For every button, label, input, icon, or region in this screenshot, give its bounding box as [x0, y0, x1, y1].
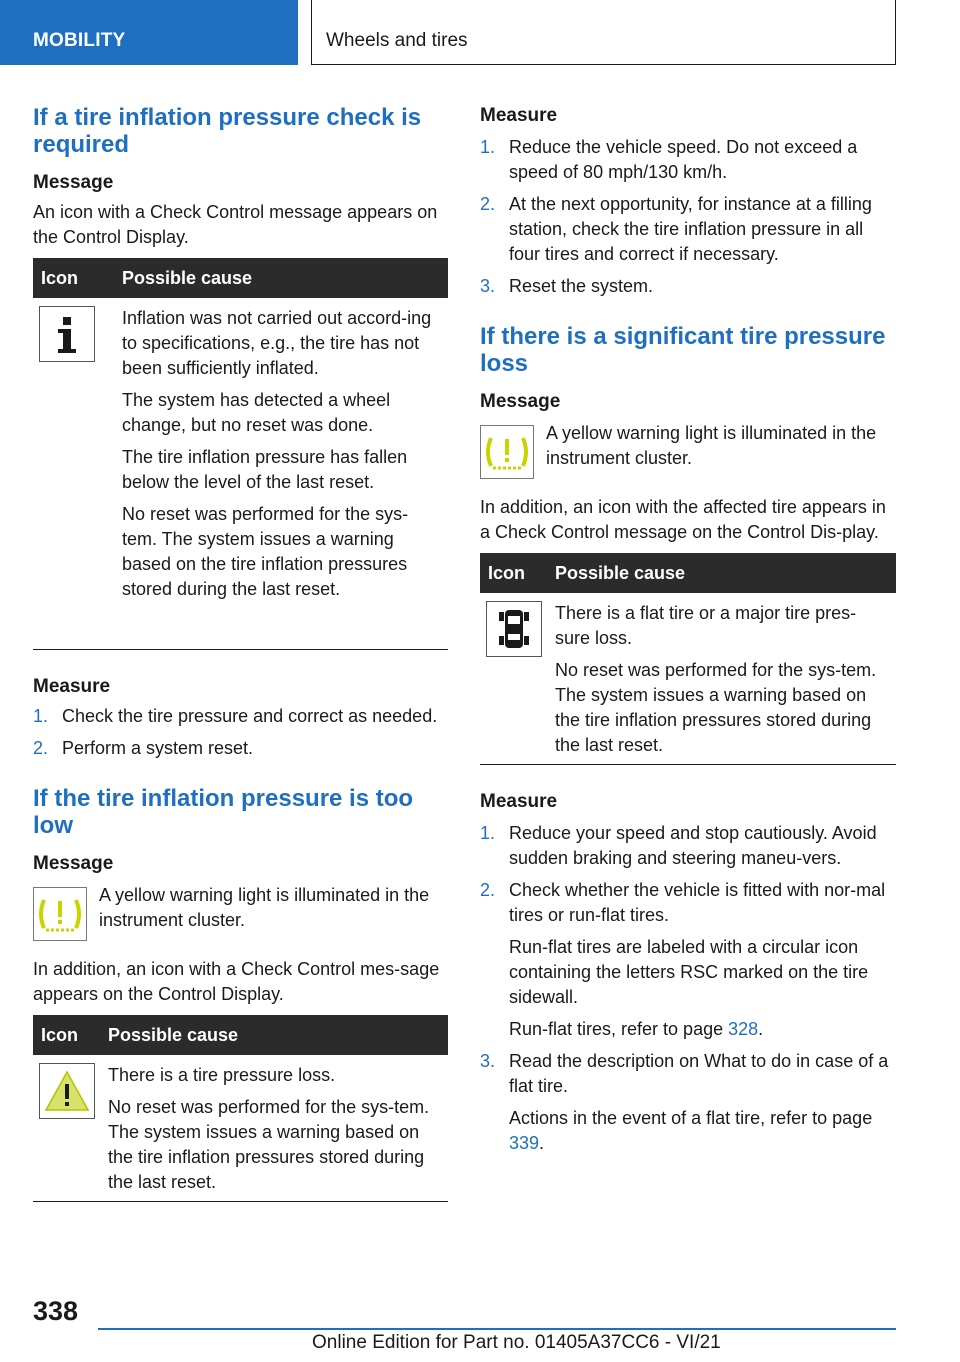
table-row	[33, 1055, 448, 1202]
col-cause: Possible cause	[108, 1025, 239, 1045]
heading-significant-loss: If there is a significant tire pressure loss	[480, 323, 886, 377]
left-column	[33, 100, 448, 1202]
warning-light-row	[480, 419, 896, 483]
list-item: 1. Reduce your speed and stop cautiously. Avoid sudden braking and steering maneu-vers.	[480, 823, 877, 868]
message-label: Message	[33, 853, 114, 874]
warning-light-row	[33, 881, 448, 945]
info-icon	[39, 306, 95, 362]
cause-text: Inflation was not carried out accord-ing to specifications, e.g., the tire has not been sufficiently inflated.	[122, 308, 432, 378]
car-flat-tire-icon	[486, 601, 542, 657]
section-label: MOBILITY	[33, 30, 126, 51]
list-item: 2. Check whether the vehicle is fitted with nor-mal tires or run-flat tires. Run-flat tires are labeled with a circular icon containing the letters RSC marked on the tire sidewall. Run-flat tires, refer to page 328.	[480, 878, 896, 1042]
page-link-339[interactable]: 339	[509, 1133, 540, 1153]
cause-text: No reset was performed for the sys-tem. The system issues a warning based on the tire inflation pressures stored during the last reset.	[555, 660, 877, 755]
measure-list	[480, 135, 896, 299]
message-text: An icon with a Check Control message appears on the Control Display.	[33, 202, 438, 247]
list-item: 1. Reduce the vehicle speed. Do not exceed a speed of 80 mph/130 km/h.	[480, 137, 858, 182]
page-number: 338	[33, 1296, 79, 1326]
cause-table-1	[33, 258, 448, 650]
measure-label: Measure	[480, 105, 558, 126]
cause-text: The tire inflation pressure has fallen below the level of the last reset.	[122, 447, 408, 492]
page-link-328[interactable]: 328	[728, 1019, 759, 1039]
sub-text: Actions in the event of a flat tire, refer to page 339.	[509, 1108, 873, 1153]
list-item: 2. At the next opportunity, for instance at a filling station, check the tire inflation pressure in all four tires and correct if necessary.	[480, 194, 872, 264]
cause-table-2	[33, 1015, 448, 1202]
chapter-title: Wheels and tires	[326, 30, 468, 51]
message-label: Message	[33, 172, 114, 193]
list-item: 2. Perform a system reset.	[33, 738, 254, 758]
cause-table-3	[480, 553, 896, 765]
measure-list	[480, 821, 896, 1156]
sub-text: Run-flat tires are labeled with a circular icon containing the letters RSC marked on the tire sidewall.	[509, 937, 869, 1007]
warning-light-text: A yellow warning light is illuminated in the instrument cluster.	[546, 423, 877, 468]
message-text: In addition, an icon with the affected tire appears in a Check Control message on the Control Dis-play.	[480, 497, 886, 542]
measure-label: Measure	[33, 676, 111, 697]
table-header	[33, 1015, 448, 1055]
list-item: 1. Check the tire pressure and correct as needed.	[33, 706, 438, 726]
col-cause: Possible cause	[122, 268, 253, 288]
col-icon: Icon	[41, 1025, 79, 1045]
heading-check-required: If a tire inflation pressure check is required	[33, 104, 422, 158]
tire-pressure-warning-icon	[33, 887, 87, 941]
sub-text: Run-flat tires, refer to page 328.	[509, 1019, 764, 1039]
measure-list	[33, 704, 448, 761]
table-header	[33, 258, 448, 298]
cause-text: No reset was performed for the sys-tem. The system issues a warning based on the tire inflation pressures stored during the last reset.	[122, 504, 409, 599]
right-column	[480, 100, 896, 1156]
tire-pressure-warning-icon	[480, 425, 534, 479]
section-tab	[0, 0, 298, 65]
cause-text: There is a flat tire or a major tire pres-sure loss.	[555, 603, 857, 648]
footer-divider	[98, 1328, 896, 1330]
warning-light-text: A yellow warning light is illuminated in the instrument cluster.	[99, 885, 430, 930]
message-text: In addition, an icon with a Check Control mes-sage appears on the Control Display.	[33, 959, 440, 1004]
measure-label: Measure	[480, 791, 558, 812]
list-item: 3. Read the description on What to do in case of a flat tire. Actions in the event of a flat tire, refer to page 339.	[480, 1049, 896, 1156]
col-cause: Possible cause	[555, 563, 686, 583]
col-icon: Icon	[41, 268, 79, 288]
warning-triangle-icon	[39, 1063, 95, 1119]
chapter-header	[311, 0, 896, 65]
table-row	[33, 298, 448, 650]
message-label: Message	[480, 391, 561, 412]
cause-text: The system has detected a wheel change, but no reset was done.	[122, 390, 391, 435]
cause-text: There is a tire pressure loss.	[108, 1065, 336, 1085]
list-item: 3. Reset the system.	[480, 276, 654, 296]
footer-edition: Online Edition for Part no. 01405A37CC6 - VI/21	[312, 1332, 721, 1353]
table-row	[480, 593, 896, 765]
cause-text: No reset was performed for the sys-tem. The system issues a warning based on the tire inflation pressures stored during the last reset.	[108, 1097, 430, 1192]
table-header	[480, 553, 896, 593]
col-icon: Icon	[488, 563, 526, 583]
heading-pressure-too-low: If the tire inflation pressure is too low	[33, 785, 414, 839]
